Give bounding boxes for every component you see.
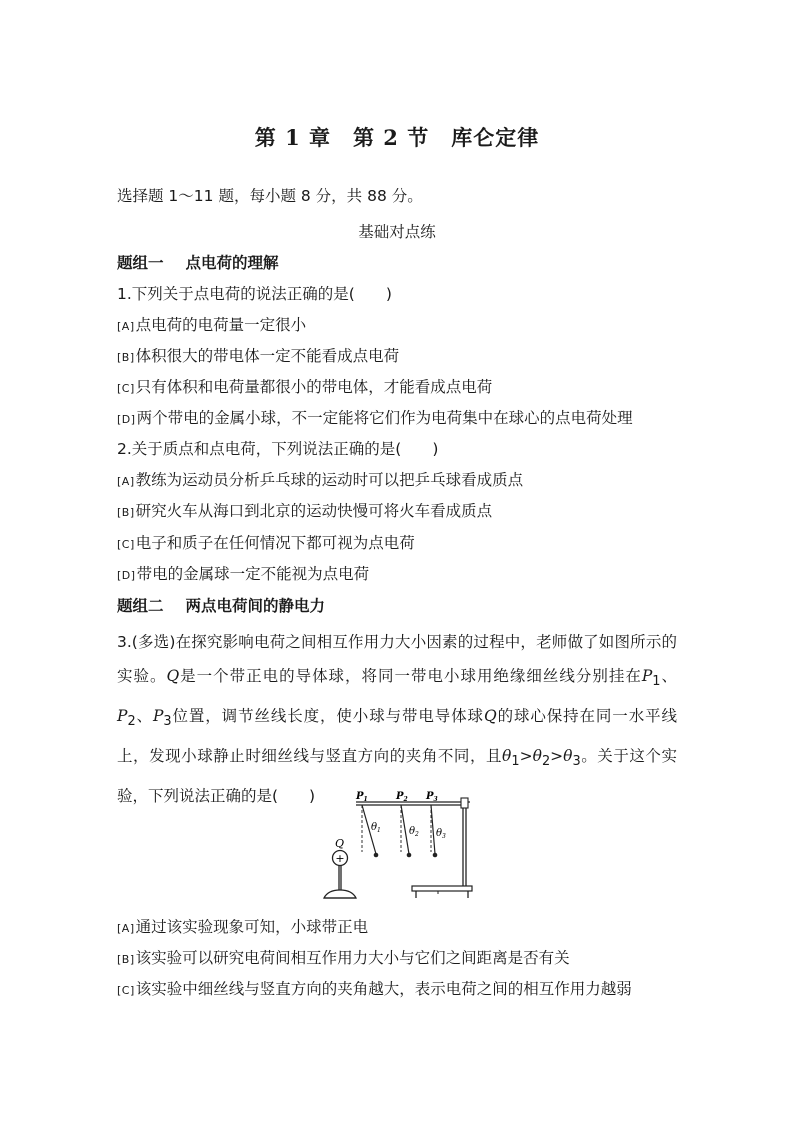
option-tag: [D]: [117, 413, 136, 426]
figure-label-theta3: $\theta_3$: [436, 828, 446, 840]
group2-title: 两点电荷间的静电力: [185, 597, 326, 615]
option-tag: [B]: [117, 953, 135, 966]
q3-symbol-theta: θ: [532, 747, 542, 766]
q3-subscript: 1: [511, 754, 520, 770]
group1-heading: [117, 253, 279, 273]
figure-label-p3: $P_3$: [426, 791, 438, 803]
q3-symbol-theta: θ: [563, 747, 573, 766]
coulomb-experiment-figure: [318, 790, 476, 902]
q3-text: 3.(多选)在探究影响电荷之间相互作用力大小因素的过程中，老师做了如图所示的实验。: [117, 633, 677, 685]
q1-option-b: [117, 346, 399, 368]
option-text: 点电荷的电荷量一定很小: [135, 316, 307, 334]
ball-p1: [374, 853, 379, 858]
option-tag: [C]: [117, 984, 135, 997]
option-tag: [A]: [117, 320, 135, 333]
option-text: 教练为运动员分析乒乓球的运动时可以把乒乓球看成质点: [135, 471, 524, 489]
group1-label: 题组一: [117, 254, 164, 272]
plus-sign: +: [335, 852, 345, 865]
q3-text: >: [550, 747, 564, 766]
q3-text: 、: [135, 707, 153, 726]
q3-text: 位置，调节丝线长度，使小球与带电导体球: [171, 707, 484, 726]
option-tag: [A]: [117, 475, 135, 488]
option-text: 体积很大的带电体一定不能看成点电荷: [135, 347, 400, 365]
q2-option-c: [117, 533, 415, 555]
q1-stem: 1.下列关于点电荷的说法正确的是( ): [117, 285, 392, 303]
q3-symbol-theta: θ: [502, 747, 512, 766]
option-text: 该实验中细丝线与竖直方向的夹角越大，表示电荷之间的相互作用力越弱: [135, 980, 632, 998]
q3-subscript: 2: [541, 754, 551, 770]
option-tag: [D]: [117, 569, 136, 582]
q3-text: 。关于这个实验，下列说法正确的是( ): [117, 747, 677, 806]
option-text: 通过该实验现象可知，小球带正电: [135, 918, 369, 936]
q1-option-c: [117, 377, 492, 399]
q3-symbol-p: P: [117, 707, 128, 726]
q1-option-d: [117, 408, 633, 430]
q2-option-a: [117, 470, 523, 492]
ball-p2: [407, 853, 412, 858]
q3-text: 的球心保持在同一水平线上，发现小球静止时细丝线与竖直方向的夹角不同，且: [117, 707, 677, 766]
q2-option-b: [117, 501, 492, 523]
q3-subscript: 3: [163, 714, 172, 730]
q3-text: 是一个带正电的导体球，将同一带电小球用绝缘细丝线分别挂在: [179, 667, 642, 685]
option-text: 只有体积和电荷量都很小的带电体，才能看成点电荷: [135, 378, 493, 396]
option-text: 两个带电的金属小球，不一定能将它们作为电荷集中在球心的点电荷处理: [136, 409, 633, 427]
q3-subscript: 3: [572, 754, 581, 770]
group1-title: 点电荷的理解: [185, 254, 279, 272]
q3-text: 、: [660, 667, 677, 685]
q1-option-a: [117, 315, 306, 337]
thread-p3: [431, 805, 435, 854]
ball-p3: [433, 853, 438, 858]
group2-heading: [117, 596, 325, 616]
q2-stem: 2.关于质点和点电荷，下列说法正确的是( ): [117, 440, 439, 458]
option-tag: [C]: [117, 538, 135, 551]
q3-text: >: [519, 747, 533, 766]
q3-subscript: 1: [652, 674, 661, 690]
q3-option-b: [117, 948, 570, 970]
q3-subscript: 2: [127, 714, 136, 730]
option-text: 带电的金属球一定不能视为点电荷: [136, 565, 370, 583]
thread-p2: [401, 805, 409, 854]
group2-label: 题组二: [117, 597, 164, 615]
q3-symbol-p: P: [152, 707, 164, 726]
figure-label-p2: $P_2$: [396, 791, 408, 803]
figure-label-theta1: $\theta_1$: [371, 822, 381, 834]
section-title: 基础对点练: [358, 223, 436, 241]
figure-label-p1: $P_1$: [356, 791, 368, 803]
q3-stem: [117, 625, 677, 813]
q3-option-c: [117, 979, 632, 1001]
page-title: 第 1 章 第 2 节 库仑定律: [254, 125, 540, 150]
q3-option-a: [117, 917, 368, 939]
option-text: 研究火车从海口到北京的运动快慢可将火车看成质点: [135, 502, 493, 520]
option-tag: [A]: [117, 922, 135, 935]
option-tag: [B]: [117, 351, 135, 364]
option-tag: [B]: [117, 506, 135, 519]
figure-label-theta2: $\theta_2$: [409, 826, 419, 838]
q3-symbol-q: Q: [166, 667, 180, 685]
option-tag: [C]: [117, 382, 135, 395]
suspension-frame: [356, 798, 472, 898]
q3-symbol-p: P: [641, 667, 653, 685]
figure-label-q: Q: [335, 837, 345, 850]
option-text: 该实验可以研究电荷间相互作用力大小与它们之间距离是否有关: [135, 949, 570, 967]
q2-option-d: [117, 564, 369, 586]
intro-text: 选择题 1～11 题，每小题 8 分，共 88 分。: [117, 187, 423, 205]
option-text: 电子和质子在任何情况下都可视为点电荷: [135, 534, 415, 552]
q3-symbol-q: Q: [483, 707, 497, 726]
